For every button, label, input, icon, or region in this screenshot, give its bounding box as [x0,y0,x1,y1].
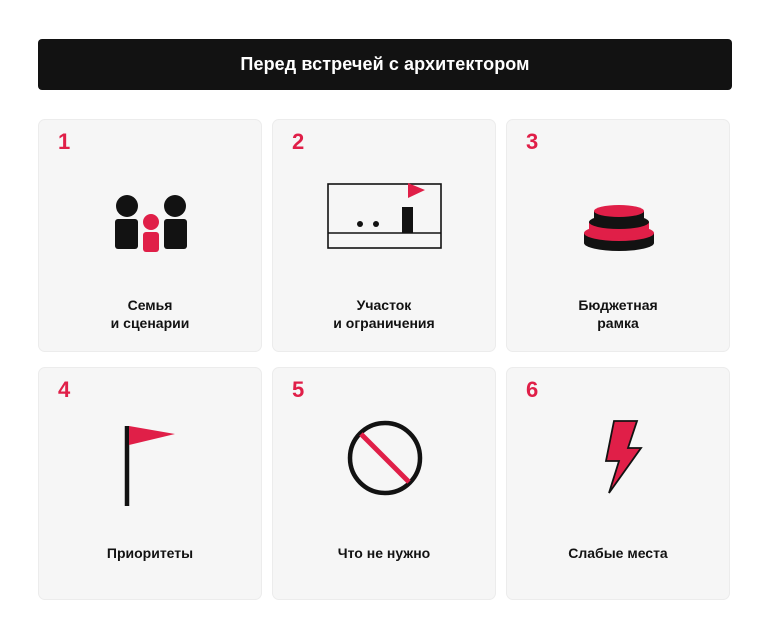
page-title [38,39,732,90]
card-not-needed [272,367,496,600]
card-label: Участок и ограничения [333,297,435,331]
prohibited-icon [273,418,497,514]
card-label: Слабые места [568,545,668,561]
card-weak-spots [506,367,730,600]
card-label: Бюджетная рамка [578,297,658,331]
card-family [38,119,262,352]
card-label: Семья и сценарии [110,297,190,331]
card-number: 3 [526,129,539,154]
card-number: 4 [58,377,71,402]
lightning-icon [507,418,731,514]
card-land-plot [272,119,496,352]
coin-stack-icon [507,170,731,266]
card-priorities [38,367,262,600]
card-label: Приоритеты [106,545,194,561]
land-plot-icon [273,170,497,266]
card-number: 2 [292,129,305,154]
card-budget [506,119,730,352]
family-icon [39,170,263,266]
card-number: 5 [292,377,305,402]
flag-icon [39,418,263,514]
card-number: 1 [58,129,71,154]
card-number: 6 [526,377,539,402]
page-title-text: Перед встречей с архитектором [240,54,530,74]
card-label: Что не нужно [337,545,431,561]
